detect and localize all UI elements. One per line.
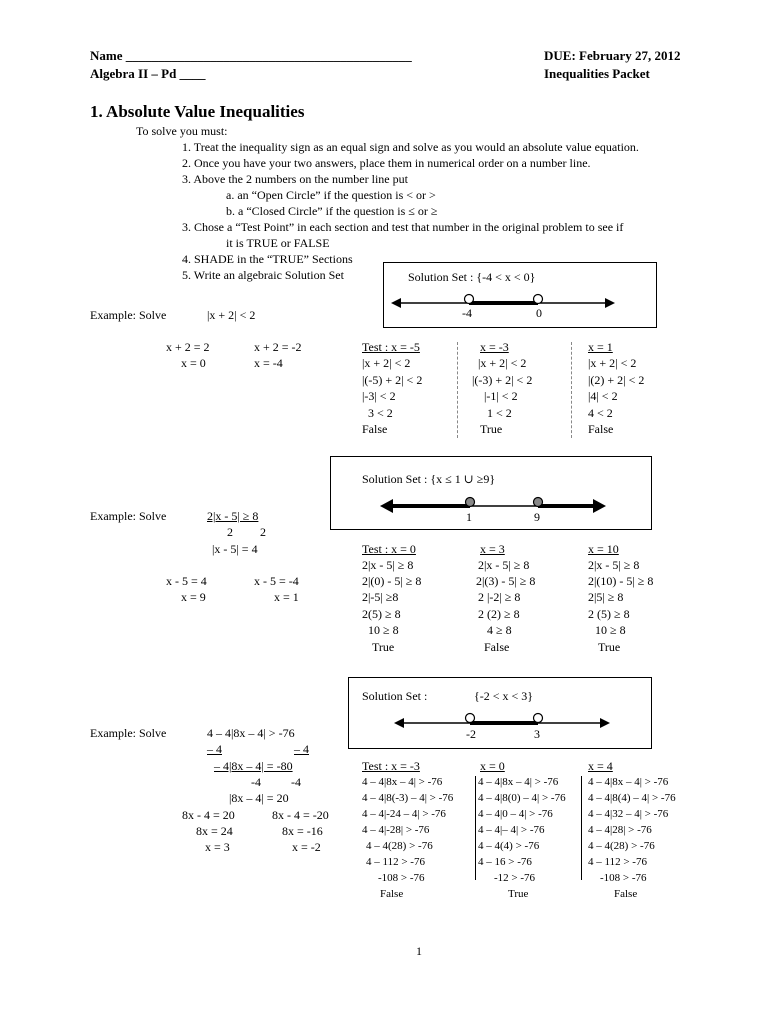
example3-number-line: [348, 677, 650, 747]
example2-test1-line: 2|x - 5| ≥ 8: [362, 558, 414, 572]
example2-solution-set: Solution Set : {x ≤ 1 ∪ ≥9}: [362, 472, 496, 486]
step-3-test: 3. Chose a “Test Point” in each section and test that number in the original problem to see if: [182, 220, 624, 234]
name-line: Name ____________________________________________: [90, 48, 412, 63]
example1-test3-line: |4| < 2: [588, 389, 618, 403]
example1-solution-set: Solution Set : {-4 < x < 0}: [408, 270, 536, 284]
example3-test3-line: 4 – 4|8(4) – 4| > -76: [588, 792, 676, 804]
example1-test3-line: 4 < 2: [588, 406, 613, 420]
example1-test1-line: |x + 2| < 2: [362, 356, 411, 370]
example1-test1-result: False: [362, 422, 388, 436]
example3-nl-label-left: -2: [466, 727, 476, 741]
example2-test3-line: 10 ≥ 8: [595, 623, 626, 637]
example3-test1-line: 4 – 4|-28| > -76: [362, 824, 430, 836]
example3-nl-label-right: 3: [534, 727, 540, 741]
example2-test2-line: 2 |-2| ≥ 8: [478, 590, 521, 604]
example1-test1-line: 3 < 2: [368, 406, 393, 420]
example2-left-eq: x - 5 = 4: [166, 574, 207, 588]
step-3b: b. a “Closed Circle” if the question is ≤ or ≥: [226, 204, 438, 218]
example3-test2-line: 4 – 4|– 4| > -76: [478, 824, 545, 836]
example1-test2-line: |-1| < 2: [484, 389, 518, 403]
example3-problem: 4 – 4|8x – 4| > -76: [207, 726, 295, 740]
example1-test2-line: |x + 2| < 2: [478, 356, 527, 370]
example2-left-ans: x = 9: [181, 590, 206, 604]
example3-test1-line: 4 – 4(28) > -76: [366, 840, 433, 852]
example1-number-line: [383, 262, 655, 326]
example1-test1-line: |-3| < 2: [362, 389, 396, 403]
example2-test2-result: False: [484, 640, 510, 654]
example2-divisor-right: 2: [260, 525, 266, 539]
example3-test1-line: -108 > -76: [378, 872, 425, 884]
example1-test1-head: Test : x = -5: [362, 340, 420, 354]
example2-problem: 2|x - 5| ≥ 8: [207, 509, 259, 523]
example2-test1-line: 10 ≥ 8: [368, 623, 399, 637]
example2-divisor-left: 2: [227, 525, 233, 539]
example2-test3-line: 2 (5) ≥ 8: [588, 607, 630, 621]
example2-test1-head: Test : x = 0: [362, 542, 416, 556]
example2-test2-head: x = 3: [480, 542, 505, 556]
example3-right-eq: 8x - 4 = -20: [272, 808, 329, 822]
step-2: 2. Once you have your two answers, place them in numerical order on a number line.: [182, 156, 591, 170]
example2-reduced: |x - 5| = 4: [212, 542, 258, 556]
packet-title: Inequalities Packet: [544, 66, 650, 81]
example2-nl-label-right: 9: [534, 510, 540, 524]
example2-test3-line: 2|(10) - 5| ≥ 8: [588, 574, 654, 588]
example3-test1-result: False: [380, 888, 404, 900]
example3-test2-line: 4 – 4(4) > -76: [478, 840, 540, 852]
course-line: Algebra II – Pd ____: [90, 66, 206, 81]
example1-test2-head: x = -3: [480, 340, 509, 354]
example3-test1-line: 4 – 4|-24 – 4| > -76: [362, 808, 446, 820]
due-date: DUE: February 27, 2012: [544, 48, 681, 63]
example3-left-eq: 8x - 4 = 20: [182, 808, 235, 822]
example1-label: Example: Solve: [90, 308, 167, 322]
example3-left-ans: x = 3: [205, 840, 230, 854]
example1-test1-line: |(-5) + 2| < 2: [362, 373, 423, 387]
example3-solution-value: {-2 < x < 3}: [474, 689, 534, 703]
example3-step3: |8x – 4| = 20: [229, 791, 289, 805]
example1-test2-result: True: [480, 422, 503, 436]
example3-test2-line: 4 – 4|8x – 4| > -76: [478, 776, 559, 788]
example3-test3-line: 4 – 112 > -76: [588, 856, 647, 868]
page-number: 1: [416, 944, 422, 958]
example1-nl-label-right: 0: [536, 306, 542, 320]
example3-test1-line: 4 – 4|8(-3) – 4| > -76: [362, 792, 454, 804]
example3-test1-head: Test : x = -3: [362, 759, 420, 773]
example1-left-ans: x = 0: [181, 356, 206, 370]
example2-test1-line: 2|-5| ≥8: [362, 590, 399, 604]
step-4: 4. SHADE in the “TRUE” Sections: [182, 252, 353, 266]
example3-right-ans: x = -2: [292, 840, 321, 854]
step-3-test-cont: it is TRUE or FALSE: [226, 236, 330, 250]
section-title: 1. Absolute Value Inequalities: [90, 102, 305, 121]
example1-test2-line: |(-3) + 2| < 2: [472, 373, 533, 387]
example3-divider-2: [581, 776, 582, 880]
example2-right-eq: x - 5 = -4: [254, 574, 299, 588]
example2-test2-line: 2|x - 5| ≥ 8: [478, 558, 530, 572]
step-1: 1. Treat the inequality sign as an equal sign and solve as you would an absolute value equation.: [182, 140, 639, 154]
example2-right-ans: x = 1: [274, 590, 299, 604]
example2-test1-result: True: [372, 640, 395, 654]
example1-right-ans: x = -4: [254, 356, 283, 370]
example1-test3-result: False: [588, 422, 614, 436]
example3-test2-line: 4 – 4|0 – 4| > -76: [478, 808, 553, 820]
example3-divide-right: -4: [291, 775, 301, 789]
example2-test3-result: True: [598, 640, 621, 654]
example2-test1-line: 2|(0) - 5| ≥ 8: [362, 574, 422, 588]
example3-test3-line: 4 – 4|32 – 4| > -76: [588, 808, 669, 820]
example3-test2-head: x = 0: [480, 759, 505, 773]
example3-label: Example: Solve: [90, 726, 167, 740]
example1-test3-line: |x + 2| < 2: [588, 356, 637, 370]
example2-test2-line: 2|(3) - 5| ≥ 8: [476, 574, 536, 588]
example3-test3-head: x = 4: [588, 759, 613, 773]
example2-number-line: [330, 456, 650, 528]
example1-nl-label-left: -4: [462, 306, 472, 320]
intro-text: To solve you must:: [136, 124, 228, 138]
step-5: 5. Write an algebraic Solution Set: [182, 268, 344, 282]
example3-test2-line: -12 > -76: [494, 872, 536, 884]
example1-test2-line: 1 < 2: [487, 406, 512, 420]
example3-subtract-left: – 4: [207, 742, 222, 756]
example3-test1-line: 4 – 112 > -76: [366, 856, 425, 868]
example2-test2-line: 4 ≥ 8: [487, 623, 512, 637]
example1-test3-head: x = 1: [588, 340, 613, 354]
step-3a: a. an “Open Circle” if the question is < or >: [226, 188, 436, 202]
example3-step2: – 4|8x – 4| = -80: [214, 759, 293, 773]
example1-left-eq: x + 2 = 2: [166, 340, 210, 354]
example3-test3-line: -108 > -76: [600, 872, 647, 884]
example2-test3-head: x = 10: [588, 542, 619, 556]
example3-test3-line: 4 – 4|8x – 4| > -76: [588, 776, 669, 788]
example3-test2-result: True: [508, 888, 529, 900]
example3-test3-result: False: [614, 888, 638, 900]
step-3: 3. Above the 2 numbers on the number line put: [182, 172, 408, 186]
example3-test1-line: 4 – 4|8x – 4| > -76: [362, 776, 443, 788]
example3-right-step: 8x = -16: [282, 824, 323, 838]
example1-right-eq: x + 2 = -2: [254, 340, 302, 354]
example3-test3-line: 4 – 4(28) > -76: [588, 840, 655, 852]
example2-test3-line: 2|5| ≥ 8: [588, 590, 624, 604]
example3-solution-label: Solution Set :: [362, 689, 428, 703]
example3-test3-line: 4 – 4|28| > -76: [588, 824, 652, 836]
example2-test1-line: 2(5) ≥ 8: [362, 607, 401, 621]
example1-problem: |x + 2| < 2: [207, 308, 256, 322]
example3-divide-left: -4: [251, 775, 261, 789]
example1-divider-1: [457, 342, 458, 438]
example3-test2-line: 4 – 4|8(0) – 4| > -76: [478, 792, 566, 804]
example2-label: Example: Solve: [90, 509, 167, 523]
example2-nl-label-left: 1: [466, 510, 472, 524]
example3-subtract-right: – 4: [294, 742, 309, 756]
example3-divider-1: [475, 776, 476, 880]
example2-test3-line: 2|x - 5| ≥ 8: [588, 558, 640, 572]
example2-test2-line: 2 (2) ≥ 8: [478, 607, 520, 621]
example3-left-step: 8x = 24: [196, 824, 233, 838]
example1-test3-line: |(2) + 2| < 2: [588, 373, 645, 387]
example3-test2-line: 4 – 16 > -76: [478, 856, 532, 868]
example1-divider-2: [571, 342, 572, 438]
